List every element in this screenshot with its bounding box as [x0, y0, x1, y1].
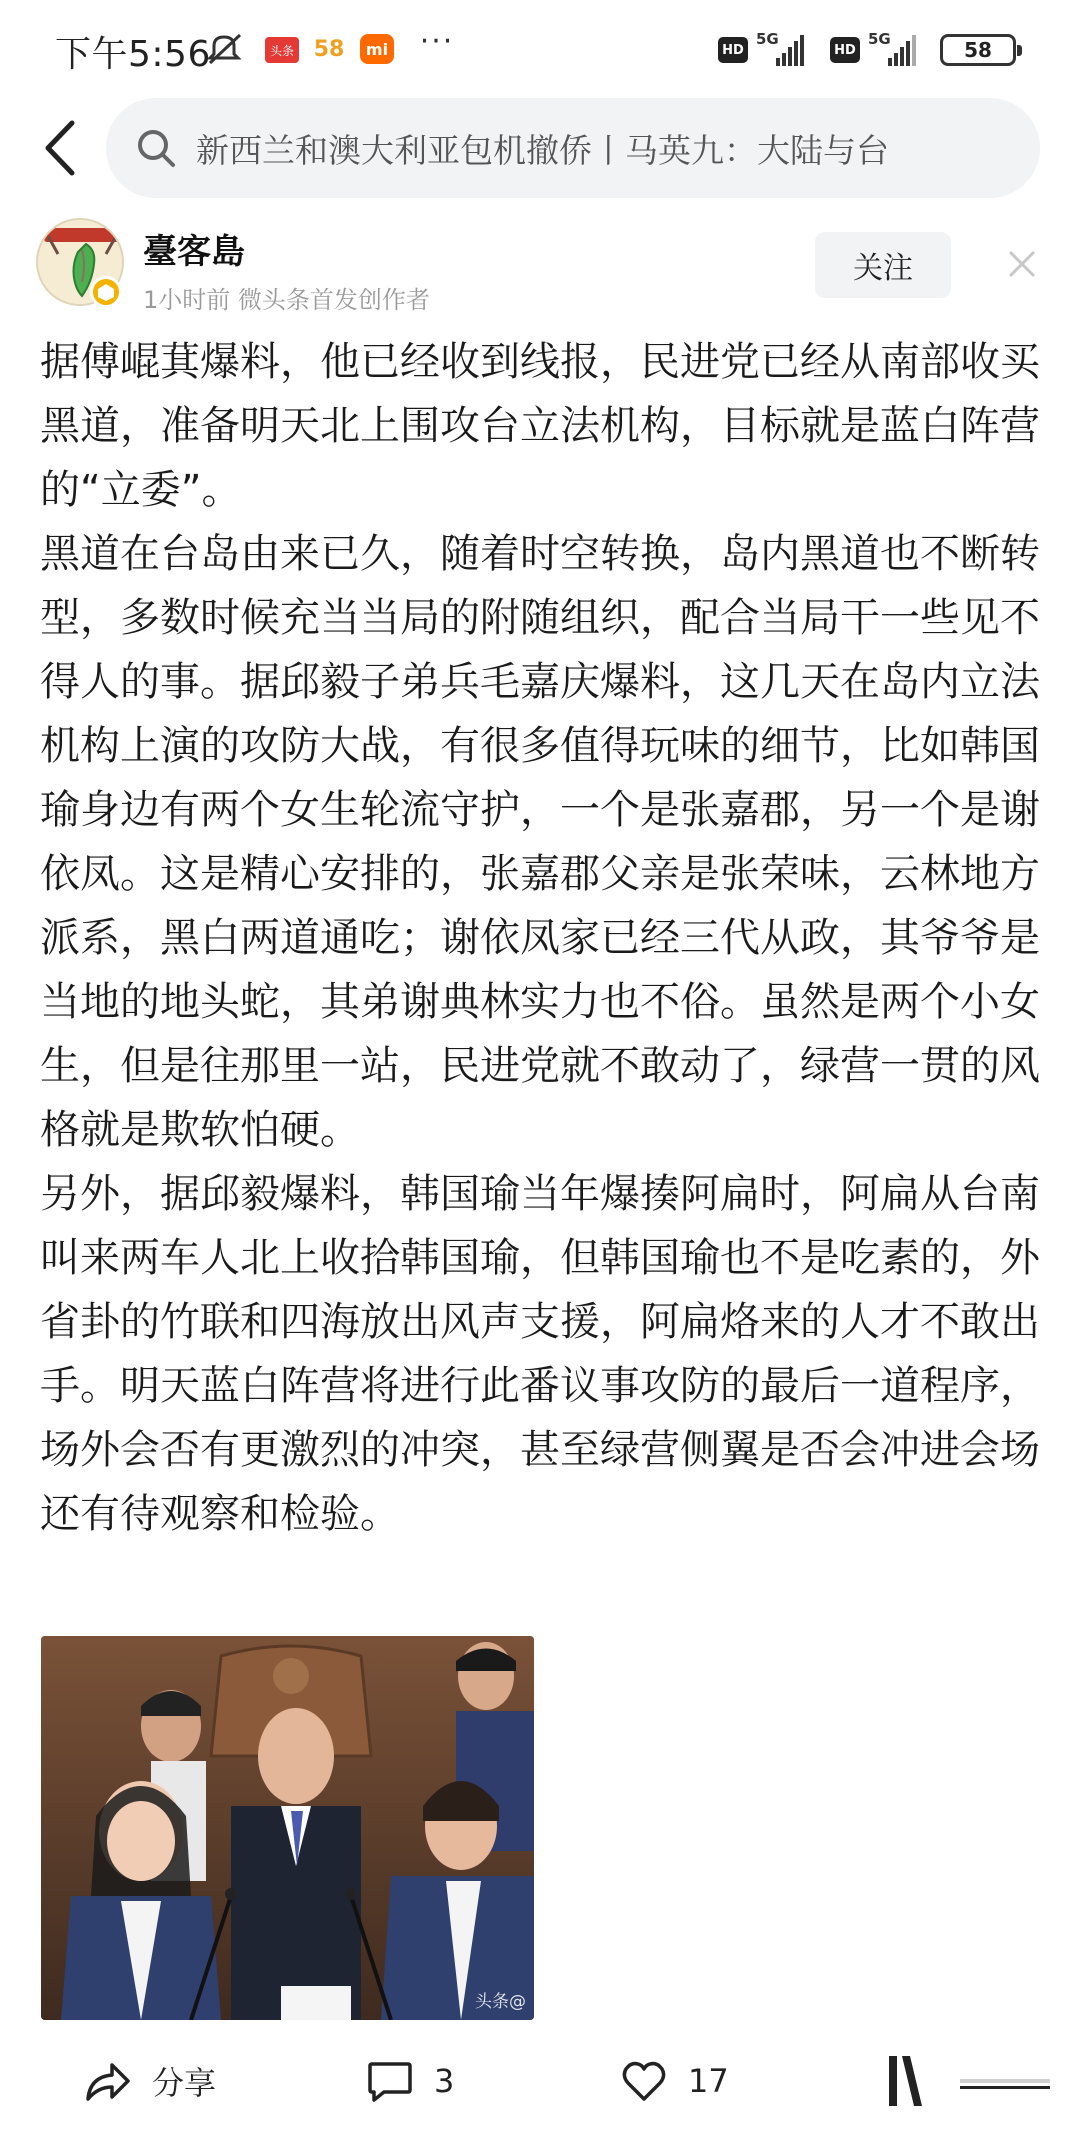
share-icon [84, 2059, 132, 2103]
hd-voice-icon-1: HD [718, 37, 748, 63]
more-notifications-icon: ··· [419, 23, 455, 59]
article-paragraph: 据傅崐萁爆料，他已经收到线报，民进党已经从南部收买黑道，准备明天北上围攻台立法机构，目标就是蓝白阵营的“立委”。 [40, 339, 1040, 513]
collect-icon[interactable] [886, 2052, 926, 2110]
creator-badge-icon [90, 276, 122, 308]
article-image[interactable] [41, 1636, 534, 2020]
legislature-photo [41, 1636, 534, 2020]
hd-voice-icon-2: HD [830, 37, 860, 63]
comment-button[interactable] [366, 2046, 454, 2116]
chevron-left-icon [40, 118, 80, 178]
search-bar[interactable] [106, 98, 1040, 198]
article-paragraph: 另外，据邱毅爆料，韩国瑜当年爆揍阿扁时，阿扁从台南叫来两车人北上收拾韩国瑜，但韩国瑜也不是吃素的，外省卦的竹联和四海放出风声支援，阿扁烙来的人才不敢出手。明天蓝白阵营将进行此番议事攻防的最后一道程序，场外会否有更激烈的冲突，甚至绿营侧翼是否会冲进会场还有待观察和检验。 [40, 1171, 1040, 1537]
search-query-text[interactable]: 新西兰和澳大利亚包机撤侨丨马英九：大陆与台 [196, 131, 889, 170]
toutiao-app-icon: 头条 [265, 37, 299, 63]
back-button[interactable] [40, 118, 80, 178]
search-icon [136, 128, 176, 168]
article-body [40, 330, 1040, 1546]
signal-icon-2 [868, 30, 918, 70]
status-time: 下午5:56 [55, 34, 211, 75]
heart-icon [620, 2059, 668, 2103]
signal-icon-1 [756, 30, 806, 70]
mi-app-icon: mi [360, 34, 394, 64]
battery-icon: 58 [940, 34, 1016, 66]
image-watermark: 头条@ [475, 1992, 526, 2012]
comment-icon [366, 2058, 414, 2104]
share-button[interactable] [84, 2046, 216, 2116]
author-meta: 1小时前 微头条首发创作者 [143, 286, 430, 314]
mute-icon [205, 32, 247, 66]
close-icon[interactable] [1004, 246, 1040, 282]
like-button[interactable] [620, 2046, 729, 2116]
share-label: 分享 [152, 2064, 217, 2102]
network-type-1: 5G [756, 30, 779, 48]
more-options-icon[interactable] [960, 2072, 1050, 2090]
follow-button[interactable]: 关注 [815, 232, 951, 298]
article-paragraph: 黑道在台岛由来已久，随着时空转换，岛内黑道也不断转型，多数时候充当当局的附随组织，配合当局干一些见不得人的事。据邱毅子弟兵毛嘉庆爆料，这几天在岛内立法机构上演的攻防大战，有很多值得玩味的细节，比如韩国瑜身边有两个女生轮流守护，一个是张嘉郡，另一个是谢依凤。这是精心安排的，张嘉郡父亲是张荣味，云林地方派系，黑白两道通吃；谢依凤家已经三代从政，其爷爷是当地的地头蛇，其弟谢典林实力也不俗。虽然是两个小女生，但是往那里一站，民进党就不敢动了，绿营一贯的风格就是欺软怕硬。 [40, 531, 1040, 1153]
like-count: 17 [688, 2062, 729, 2100]
author-name[interactable]: 臺客島 [143, 232, 245, 272]
app-58-icon: 58 [313, 36, 345, 62]
network-type-2: 5G [868, 30, 891, 48]
comment-count: 3 [434, 2062, 455, 2100]
status-bar [0, 0, 1080, 100]
